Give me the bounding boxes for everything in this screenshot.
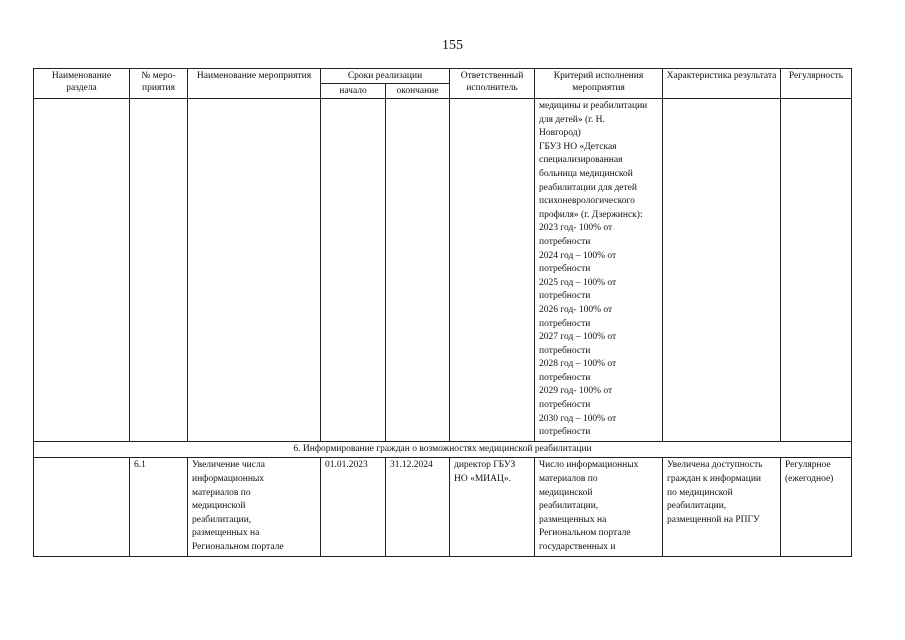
header-end: окончание bbox=[386, 84, 450, 99]
table-row bbox=[34, 99, 852, 442]
cell-empty bbox=[663, 99, 781, 442]
event-number-cell: 6.1 bbox=[130, 458, 188, 556]
table-row bbox=[34, 458, 852, 556]
cell-empty bbox=[781, 99, 852, 442]
cell-empty bbox=[188, 99, 321, 442]
event-name-cell: Увеличение числа информационных материалов по медицинской реабилитации, размещенных на Региональном портале bbox=[188, 458, 321, 556]
start-date-cell: 01.01.2023 bbox=[321, 458, 386, 556]
cell-empty bbox=[321, 99, 386, 442]
header-event-name: Наименование мероприятия bbox=[188, 69, 321, 99]
measures-table bbox=[33, 68, 852, 557]
header-terms: Сроки реализации bbox=[321, 69, 450, 84]
section-row bbox=[34, 441, 852, 458]
regularity-cell: Регулярное (ежегодное) bbox=[781, 458, 852, 556]
result-cell: Увеличена доступность граждан к информации по медицинской реабилитации, размещенной на РПГУ bbox=[663, 458, 781, 556]
header-event-number: № меро- приятия bbox=[130, 69, 188, 99]
page-number: 155 bbox=[442, 38, 463, 53]
criterion-cell: Число информационных материалов по медицинской реабилитации, размещенных на Региональном портале государственных и bbox=[535, 458, 663, 556]
header-start: начало bbox=[321, 84, 386, 99]
executor-cell: директор ГБУЗ НО «МИАЦ». bbox=[450, 458, 535, 556]
header-criterion: Критерий исполнения мероприятия bbox=[535, 69, 663, 99]
end-date-cell: 31.12.2024 bbox=[386, 458, 450, 556]
criterion-cell: медицины и реабилитации для детей» (г. Н. Новгород) ГБУЗ НО «Детская специализированная больница медицинской реабилитации для детей психоневрологического профиля» (г. Дзержинск): 2023 год- 100% от потребности 2024 год – 100% от потребности 2025 год – 100% от потребности 2026 год- 100% от потребности 2027 год – 100% от потребности 2028 год – 100% от потребности 2029 год- 100% от потребности 2030 год – 100% от потребности bbox=[535, 99, 663, 442]
cell-empty bbox=[386, 99, 450, 442]
cell-empty bbox=[450, 99, 535, 442]
header-executor: Ответственный исполнитель bbox=[450, 69, 535, 99]
header-result: Характеристика результата bbox=[663, 69, 781, 99]
section-cell bbox=[34, 458, 130, 556]
header-section-name: Наименование раздела bbox=[34, 69, 130, 99]
section-title: 6. Информирование граждан о возможностях медицинской реабилитации bbox=[34, 441, 852, 458]
header-regularity: Регулярность bbox=[781, 69, 852, 99]
cell-empty bbox=[34, 99, 130, 442]
cell-empty bbox=[130, 99, 188, 442]
